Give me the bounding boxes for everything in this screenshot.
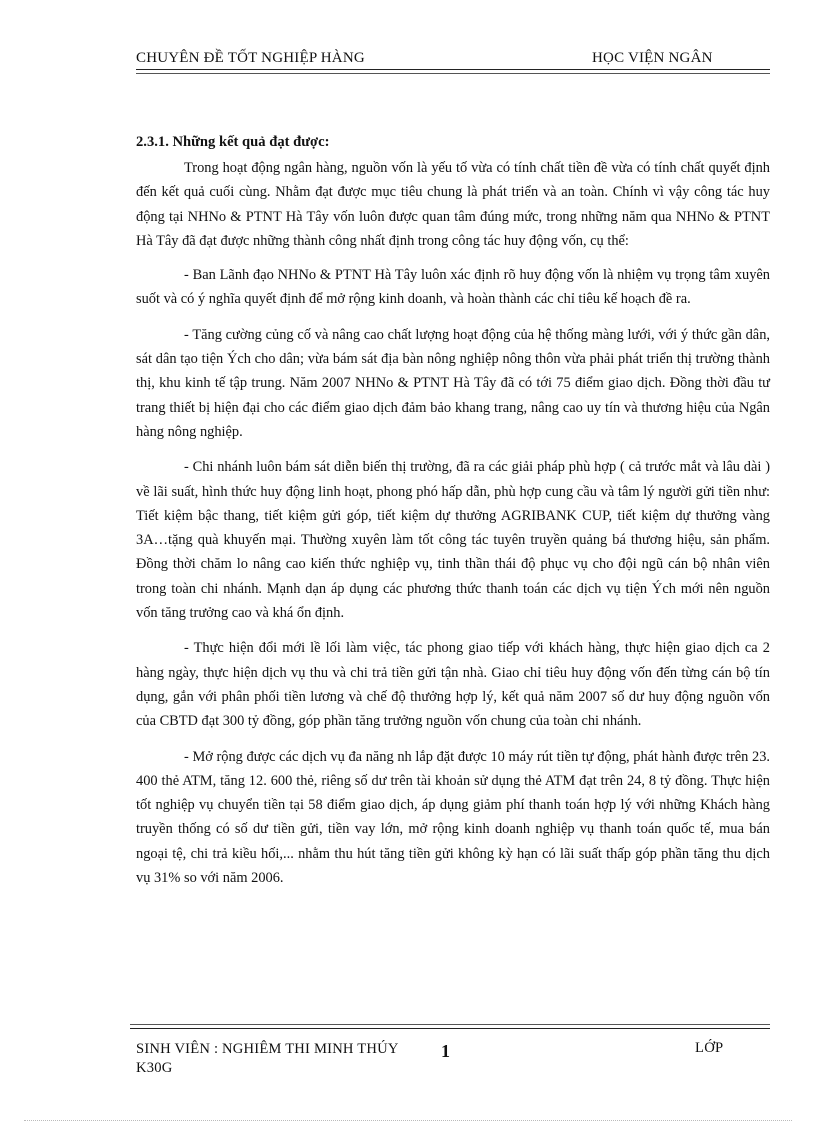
bullet-paragraph: - Ban Lãnh đạo NHNo & PTNT Hà Tây luôn xác định rõ huy động vốn là nhiệm vụ trọng tâm xuyên suốt và có ý nghĩa quyết định để mở rộng kinh doanh, và hoàn thành các chỉ tiêu kế hoạch đề ra. xyxy=(136,267,770,308)
footer-student-name: SINH VIÊN : NGHIÊM THI MINH THÚY K30G xyxy=(136,1041,399,1076)
intro-paragraph: Trong hoạt động ngân hàng, nguồn vốn là yếu tố vừa có tính chất tiền đề vừa có tính chất quyết định đến kết quả cuối cùng. Nhằm đạt được mục tiêu chung là phát triển và an toàn. Chính vì vậy công tác huy động tại NHNo & PTNT Hà Tây vốn luôn được quan tâm đúng mức, trong những năm qua NHNo & PTNT Hà Tây đã đạt được những thành công nhất định trong công tác huy động vốn, cụ thể: xyxy=(136,160,770,249)
header-rule xyxy=(136,69,770,70)
main-content xyxy=(136,130,770,901)
bullet-paragraph: - Mở rộng được các dịch vụ đa năng nh lắp đặt được 10 máy rút tiền tự động, phát hành được trên 23. 400 thẻ ATM, tăng 12. 600 thẻ, riêng số dư trên tài khoản sử dụng thẻ ATM đạt trên 24, 8 tỷ đồng. Thực hiện tốt nghiệp vụ chuyển tiền tại 58 điểm giao dịch, áp dụng giảm phí thanh toán hợp lý với những Khách hàng truyền thống có số dư tiền gửi, tiền vay lớn, mở rộng kinh doanh nghiệp vụ thanh toán quốc tế, mua bán ngoại tệ, chi trả kiều hối,... nhằm thu hút tăng tiền gửi không kỳ hạn có lãi suất thấp góp phần tăng thu dịch vụ 31% so với năm 2006. xyxy=(136,748,770,887)
bullet-paragraph: - Tăng cường củng cố và nâng cao chất lượng hoạt động của hệ thống màng lưới, với ý thức gần dân, sát dân tạo tiện Ých cho dân; vừa bám sát địa bàn nông nghiệp nông thôn vừa phải phát triển thị trường thành thị, khu kinh tế tập trung. Năm 2007 NHNo & PTNT Hà Tây đã có tới 75 điểm giao dịch. Đồng thời đầu tư trang thiết bị hiện đại cho các điểm giao dịch đảm bảo khang trang, nâng cao uy tín và thương hiệu của Ngân hàng nông nghiệp. xyxy=(136,326,770,440)
section-heading: 2.3.1. Những kết quả đạt được: xyxy=(136,134,330,150)
footer-rule xyxy=(130,1028,770,1029)
footer-class-label: LỚP xyxy=(695,1040,724,1056)
page-number: 1 xyxy=(441,1041,450,1061)
header-right-text: HỌC VIỆN NGÂN xyxy=(592,50,713,66)
header-rule-thin xyxy=(136,73,770,74)
footer-rule-thin xyxy=(130,1024,770,1025)
bullet-paragraph: - Chi nhánh luôn bám sát diễn biến thị trường, đã ra các giải pháp phù hợp ( cả trước mắt và lâu dài ) về lãi suất, hình thức huy động linh hoạt, phong phó hấp dẫn, phù hợp cung cầu và tâm lý người gửi tiền như: Tiết kiệm bậc thang, tiết kiệm gửi góp, tiết kiệm dự thưởng AGRIBANK CUP, tiết kiệm dự thưởng vàng 3A…tặng quà khuyến mại. Thường xuyên làm tốt công tác tuyên truyền quảng bá thương hiệu, sản phẩm. Đồng thời chăm lo nâng cao kiến thức nghiệp vụ, tinh thần thái độ phục vụ cho đội ngũ cán bộ nhân viên trong toàn chi nhánh. Mạnh dạn áp dụng các phương thức thanh toán các dịch vụ tiện Ých mới nên nguồn vốn tăng trưởng cao và khá ổn định. xyxy=(136,459,770,622)
header-left-text: CHUYÊN ĐỀ TỐT NGHIỆP HÀNG xyxy=(136,50,365,66)
bullet-paragraph: - Thực hiện đổi mới lề lối làm việc, tác phong giao tiếp với khách hàng, thực hiện giao dịch ca 2 hàng ngày, thực hiện dịch vụ thu và chi trả tiền gửi tận nhà. Giao chỉ tiêu huy động vốn đến từng cán bộ tín dụng, gắn với phân phối tiền lương và chế độ thưởng hợp lý, kết quả năm 2007 số dư huy động nguồn vốn của CBTD đạt 300 tỷ đồng, góp phần tăng trưởng nguồn vốn chung của toàn chi nhánh. xyxy=(136,640,770,730)
page-bottom-border xyxy=(24,1120,792,1121)
